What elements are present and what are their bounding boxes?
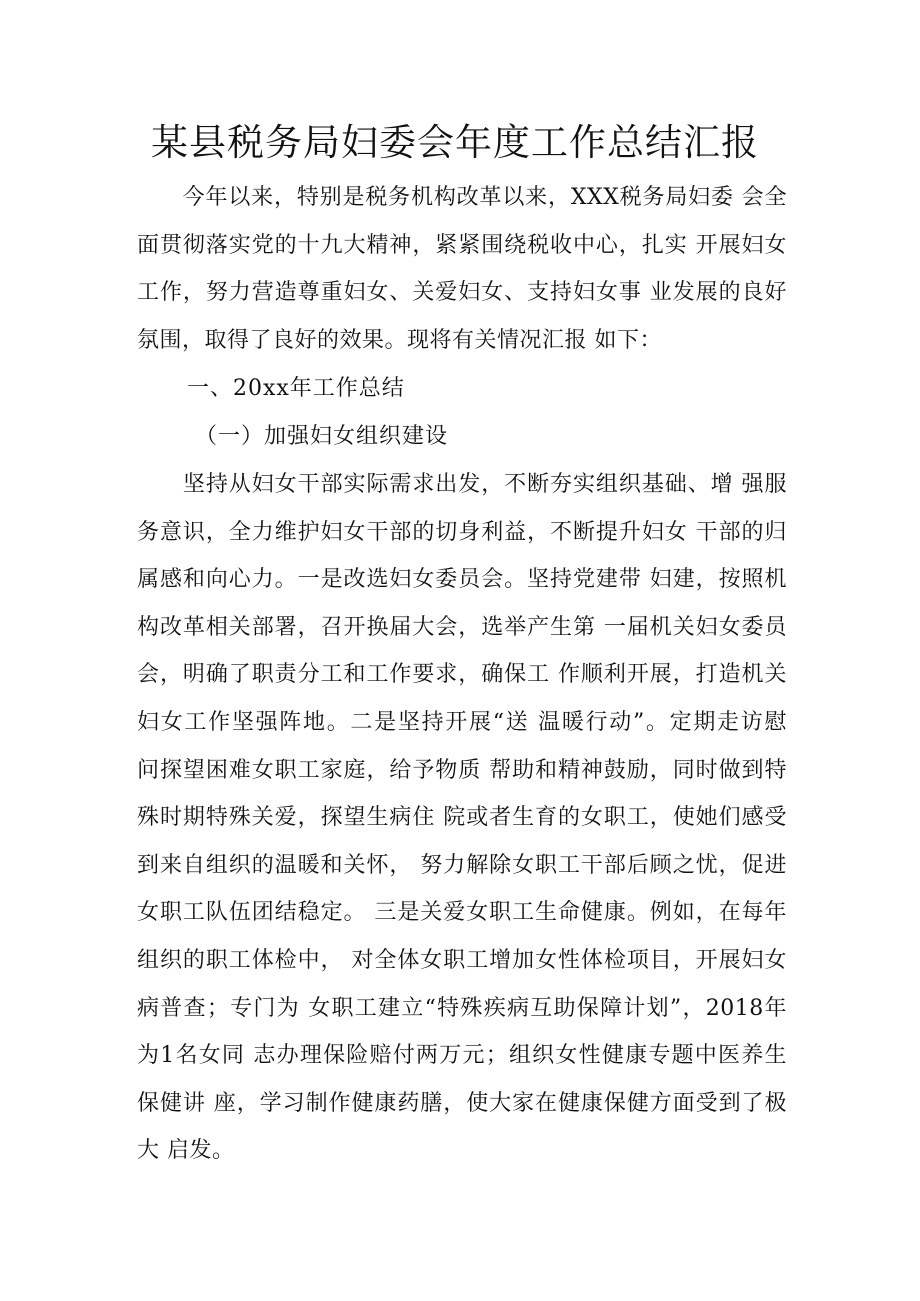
intro-line-4: 氛围，取得了良好的效果。现将有关情况汇报 如下： [137,327,662,353]
subsection-heading: （一）加强妇女组织建设 [195,424,449,449]
body-line-7: 问探望困难女职工家庭，给予物质 帮助和精神鼓励，同时做到特 [137,757,787,783]
body-line-4: 构改革相关部署，召开换届大会，选举产生第 一届机关妇女委员 [137,614,787,640]
body-line-2: 务意识，全力维护妇女干部的切身利益，不断提升妇女 干部的归 [137,519,787,545]
intro-line-1: 今年以来，特别是税务机构改革以来，XXX税务局妇委 会全 [137,185,787,210]
body-line-5: 会，明确了职责分工和工作要求，确保工 作顺利开展，打造机关 [137,662,787,688]
body-line-14: 保健讲 座，学习制作健康药膳，使大家在健康保健方面受到了极 [137,1090,787,1116]
body-line-3: 属感和向心力。一是改选妇女委员会。坚持党建带 妇建，按照机 [137,567,787,593]
intro-line-3: 工作，努力营造尊重妇女、关爱妇女、支持妇女事 业发展的良好 [137,280,787,306]
body-line-12: 病普查；专门为 女职工建立“特殊疾病互助保障计划”，2018年 [137,995,787,1021]
body-line-11: 组织的职工体检中， 对全体女职工增加女性体检项目，开展妇女 [137,947,787,973]
body-line-15: 大 启发。 [137,1138,235,1164]
body-line-9: 到来自组织的温暖和关怀， 努力解除女职工干部后顾之忧，促进 [137,852,787,878]
body-paragraph [137,461,787,1175]
document-title: 某县税务局妇委会年度工作总结汇报 [151,121,759,164]
intro-paragraph [137,174,787,364]
intro-line-2: 面贯彻落实党的十九大精神，紧紧围绕税收中心，扎实 开展妇女 [137,232,787,258]
body-line-13: 为1名女同 志办理保险赔付两万元；组织女性健康专题中医养生 [137,1043,787,1069]
section-heading: 一、20xx年工作总结 [187,376,405,401]
body-line-10: 女职工队伍团结稳定。 三是关爱女职工生命健康。例如，在每年 [137,900,787,926]
body-line-1: 坚持从妇女干部实际需求出发，不断夯实组织基础、增 强服 [137,472,787,497]
body-line-6: 妇女工作坚强阵地。二是坚持开展“送 温暖行动”。定期走访慰 [137,709,787,735]
body-line-8: 殊时期特殊关爱，探望生病住 院或者生育的女职工，使她们感受 [137,805,787,831]
